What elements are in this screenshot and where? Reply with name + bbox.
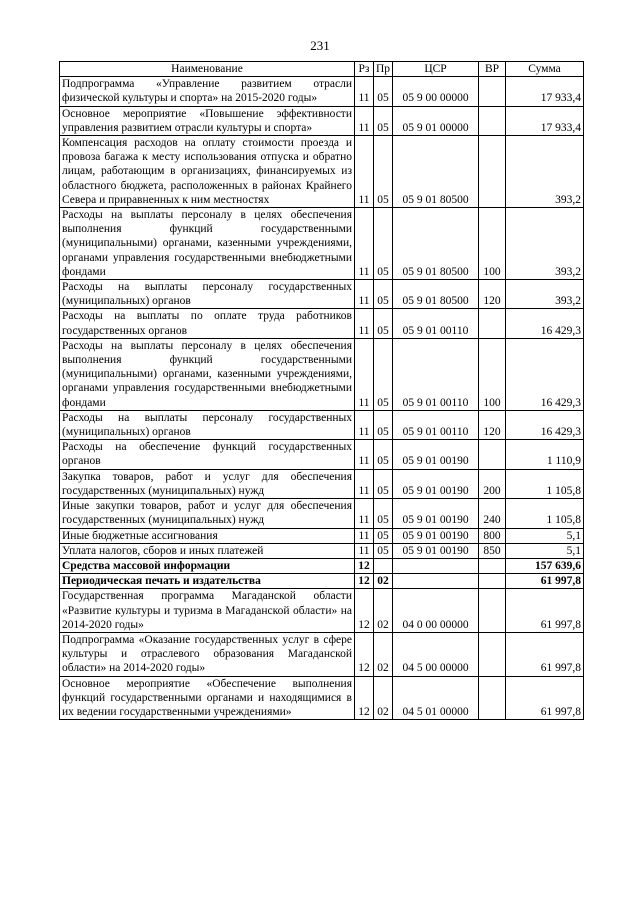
cell-sum: 1 105,8 — [506, 469, 584, 498]
cell-vr — [479, 589, 506, 633]
cell-pr: 05 — [374, 543, 393, 558]
cell-name: Расходы на обеспечение функций государственных органов — [60, 440, 355, 469]
cell-sum: 16 429,3 — [506, 338, 584, 410]
table-row — [60, 499, 584, 528]
cell-csr: 05 9 00 00000 — [393, 77, 479, 106]
page-number: 231 — [310, 38, 330, 53]
cell-sum: 61 997,8 — [506, 589, 584, 633]
cell-rz: 11 — [355, 77, 374, 106]
cell-sum: 5,1 — [506, 528, 584, 543]
cell-csr: 04 5 01 00000 — [393, 676, 479, 720]
cell-csr: 05 9 01 00110 — [393, 309, 479, 338]
header-vr: ВР — [479, 62, 506, 77]
cell-sum: 393,2 — [506, 280, 584, 309]
table-row — [60, 632, 584, 676]
table-row — [60, 440, 584, 469]
cell-pr: 05 — [374, 106, 393, 135]
cell-vr — [479, 632, 506, 676]
cell-vr: 120 — [479, 280, 506, 309]
cell-name: Основное мероприятие «Обеспечение выполнения функций государственными органами и находящимися в их ведении государственными учреждениями» — [60, 676, 355, 720]
table-row — [60, 106, 584, 135]
cell-rz: 11 — [355, 280, 374, 309]
cell-rz: 12 — [355, 558, 374, 573]
cell-vr — [479, 136, 506, 208]
header-rz: Рз — [355, 62, 374, 77]
header-name: Наименование — [60, 62, 355, 77]
cell-sum: 61 997,8 — [506, 676, 584, 720]
cell-rz: 11 — [355, 543, 374, 558]
cell-rz: 11 — [355, 338, 374, 410]
cell-name: Иные закупки товаров, работ и услуг для обеспечения государственных (муниципальных) нужд — [60, 499, 355, 528]
cell-vr — [479, 440, 506, 469]
cell-csr — [393, 574, 479, 589]
cell-pr: 05 — [374, 136, 393, 208]
cell-vr — [479, 106, 506, 135]
cell-rz: 11 — [355, 469, 374, 498]
cell-pr — [374, 558, 393, 573]
cell-csr: 05 9 01 00000 — [393, 106, 479, 135]
cell-pr: 05 — [374, 410, 393, 439]
cell-name: Уплата налогов, сборов и иных платежей — [60, 543, 355, 558]
cell-csr: 05 9 01 00190 — [393, 528, 479, 543]
cell-pr: 05 — [374, 309, 393, 338]
table-row — [60, 77, 584, 106]
cell-csr: 05 9 01 00190 — [393, 543, 479, 558]
cell-pr: 05 — [374, 280, 393, 309]
cell-sum: 61 997,8 — [506, 632, 584, 676]
cell-csr: 05 9 01 00190 — [393, 499, 479, 528]
cell-vr — [479, 77, 506, 106]
cell-name: Расходы на выплаты персоналу в целях обеспечения выполнения функций государственными (муниципальными) органами, казенными учреждениями, органами управления государственными внебюджетными фондами — [60, 208, 355, 280]
cell-sum: 16 429,3 — [506, 410, 584, 439]
table-header-row — [60, 62, 584, 77]
table-row — [60, 410, 584, 439]
cell-rz: 11 — [355, 208, 374, 280]
cell-csr: 05 9 01 80500 — [393, 208, 479, 280]
table-row — [60, 558, 584, 573]
table-row — [60, 543, 584, 558]
cell-name: Закупка товаров, работ и услуг для обеспечения государственных (муниципальных) нужд — [60, 469, 355, 498]
cell-csr — [393, 558, 479, 573]
cell-name: Иные бюджетные ассигнования — [60, 528, 355, 543]
cell-rz: 11 — [355, 136, 374, 208]
cell-name: Государственная программа Магаданской области «Развитие культуры и туризма в Магаданской области» на 2014-2020 годы» — [60, 589, 355, 633]
table-row — [60, 676, 584, 720]
table-row — [60, 528, 584, 543]
cell-pr: 02 — [374, 589, 393, 633]
cell-pr: 05 — [374, 440, 393, 469]
cell-name: Компенсация расходов на оплату стоимости проезда и провоза багажа к месту использования отпуска и обратно лицам, работающим в организациях, финансируемых из областного бюджета, расположенных в районах Крайнего Севера и приравненных к ним местностях — [60, 136, 355, 208]
cell-rz: 11 — [355, 528, 374, 543]
cell-csr: 05 9 01 80500 — [393, 280, 479, 309]
cell-pr: 02 — [374, 574, 393, 589]
cell-name: Расходы на выплаты персоналу в целях обеспечения выполнения функций государственными (муниципальными) органами, казенными учреждениями, органами управления государственными внебюджетными фондами — [60, 338, 355, 410]
cell-sum: 5,1 — [506, 543, 584, 558]
cell-sum: 17 933,4 — [506, 77, 584, 106]
table-row — [60, 589, 584, 633]
cell-sum: 61 997,8 — [506, 574, 584, 589]
cell-sum: 157 639,6 — [506, 558, 584, 573]
cell-pr: 05 — [374, 499, 393, 528]
cell-sum: 17 933,4 — [506, 106, 584, 135]
cell-rz: 11 — [355, 499, 374, 528]
cell-rz: 11 — [355, 106, 374, 135]
cell-sum: 16 429,3 — [506, 309, 584, 338]
cell-name: Основное мероприятие «Повышение эффективности управления развитием отрасли культуры и спорта» — [60, 106, 355, 135]
table-row — [60, 309, 584, 338]
table-row — [60, 338, 584, 410]
cell-name: Средства массовой информации — [60, 558, 355, 573]
cell-vr — [479, 676, 506, 720]
cell-pr: 05 — [374, 77, 393, 106]
cell-sum: 1 110,9 — [506, 440, 584, 469]
cell-rz: 12 — [355, 574, 374, 589]
cell-rz: 11 — [355, 410, 374, 439]
cell-name: Подпрограмма «Управление развитием отрасли физической культуры и спорта» на 2015-2020 годы» — [60, 77, 355, 106]
cell-csr: 04 5 00 00000 — [393, 632, 479, 676]
cell-vr: 850 — [479, 543, 506, 558]
cell-name: Периодическая печать и издательства — [60, 574, 355, 589]
cell-csr: 05 9 01 00190 — [393, 440, 479, 469]
cell-vr: 200 — [479, 469, 506, 498]
cell-vr — [479, 574, 506, 589]
cell-name: Расходы на выплаты персоналу государственных (муниципальных) органов — [60, 280, 355, 309]
cell-vr — [479, 309, 506, 338]
cell-rz: 11 — [355, 440, 374, 469]
header-sum: Сумма — [506, 62, 584, 77]
cell-rz: 12 — [355, 589, 374, 633]
cell-pr: 05 — [374, 469, 393, 498]
cell-csr: 05 9 01 00110 — [393, 338, 479, 410]
cell-rz: 12 — [355, 632, 374, 676]
cell-csr: 05 9 01 00190 — [393, 469, 479, 498]
cell-vr: 100 — [479, 338, 506, 410]
table-row — [60, 136, 584, 208]
cell-pr: 02 — [374, 632, 393, 676]
cell-sum: 393,2 — [506, 208, 584, 280]
cell-vr: 240 — [479, 499, 506, 528]
table-body — [60, 77, 584, 720]
table-row — [60, 208, 584, 280]
table-row — [60, 574, 584, 589]
cell-sum: 1 105,8 — [506, 499, 584, 528]
cell-pr: 02 — [374, 676, 393, 720]
header-pr: Пр — [374, 62, 393, 77]
header-csr: ЦСР — [393, 62, 479, 77]
cell-name: Расходы на выплаты по оплате труда работников государственных органов — [60, 309, 355, 338]
cell-rz: 11 — [355, 309, 374, 338]
cell-csr: 04 0 00 00000 — [393, 589, 479, 633]
cell-rz: 12 — [355, 676, 374, 720]
cell-sum: 393,2 — [506, 136, 584, 208]
cell-vr: 100 — [479, 208, 506, 280]
cell-csr: 05 9 01 80500 — [393, 136, 479, 208]
cell-vr: 800 — [479, 528, 506, 543]
cell-name: Расходы на выплаты персоналу государственных (муниципальных) органов — [60, 410, 355, 439]
cell-pr: 05 — [374, 208, 393, 280]
cell-csr: 05 9 01 00110 — [393, 410, 479, 439]
table-row — [60, 280, 584, 309]
table-row — [60, 469, 584, 498]
budget-table — [59, 61, 584, 720]
cell-vr: 120 — [479, 410, 506, 439]
cell-vr — [479, 558, 506, 573]
cell-name: Подпрограмма «Оказание государственных услуг в сфере культуры и отраслевого образования Магаданской области» на 2014-2020 годы» — [60, 632, 355, 676]
cell-pr: 05 — [374, 528, 393, 543]
cell-pr: 05 — [374, 338, 393, 410]
